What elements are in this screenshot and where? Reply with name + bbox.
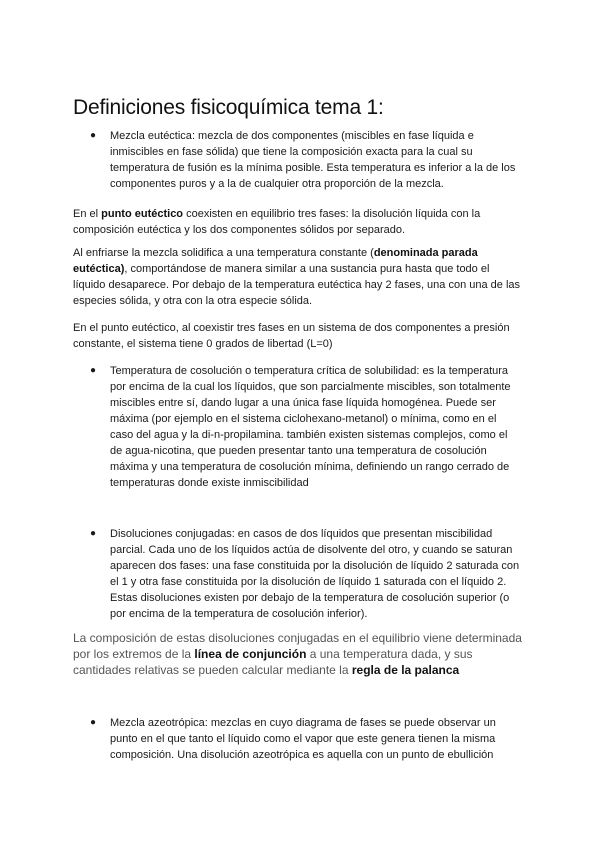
text-run: Al enfriarse la mezcla solidifica a una temperatura constante (	[73, 247, 374, 259]
bold-term: regla de la palanca	[351, 663, 460, 677]
text-run: , comportándose de manera similar a una sustancia pura hasta que todo el líquido desaparece. Por debajo de la temperatura eutéctica hay 2 fases, una con una de las especies sólida, y otra con la otra especie sólida.	[73, 263, 521, 307]
bullet-dot: ●	[90, 528, 97, 539]
bullet-dot: ●	[90, 130, 97, 141]
bold-term: denominada parada eutéctica)	[73, 247, 478, 275]
bullet-item-temperatura-cosolucion	[90, 363, 520, 491]
text-run: La composición de estas disoluciones conjugadas en el equilibrio viene determinada por los extremos de la	[73, 631, 522, 661]
paragraph-grados-libertad: En el punto eutéctico, al coexistir tres fases en un sistema de dos componentes a presión constante, el sistema tiene 0 grados de libertad (L=0)	[73, 322, 510, 350]
bullet-item-mezcla-eutectica	[90, 128, 520, 192]
bullet-text: Mezcla azeotrópica: mezclas en cuyo diagrama de fases se puede observar un punto en el que tanto el líquido como el vapor que este genera tienen la misma composición. Una disolución azeotrópica es aquella con un punto de ebullición	[110, 717, 496, 761]
paragraph-linea-conjuncion	[73, 630, 528, 678]
bullet-text: Temperatura de cosolución o temperatura crítica de solubilidad: es la temperatura por encima de la cual los líquidos, que son parcialmente miscibles, son totalmente miscibles entre sí, dando lugar a una única fase líquida homogénea. Puede ser máxima (por ejemplo en el sistema ciclohexano-metanol) o mínima, como en el caso del agua y la di-n-propilamina. también existen sistemas complejos, como el de agua-nicotina, que pueden presentar tanto una temperatura de cosolución máxima y una temperatura de cosolución mínima, definiendo un rango cerrado de temperaturas donde existe inmiscibilidad	[110, 365, 511, 489]
text-run: En el	[73, 208, 102, 220]
bullet-text: : mezcla de dos componentes (miscibles en fase líquida e inmiscibles en fase sólida) que tiene la composición exacta para la cual su temperatura de fusión es la mínima posible. Esta temperatura es inferior a la de los componentes puros y a la de cualquier otra proporción de la mezcla.	[110, 130, 516, 190]
bullet-item-disoluciones-conjugadas	[90, 526, 520, 622]
page-title: Definiciones fisicoquímica tema 1:	[73, 96, 384, 119]
bullet-text: Disoluciones conjugadas: en casos de dos líquidos que presentan miscibilidad parcial. Cada uno de los líquidos actúa de disolvente del otro, y cuando se saturan aparecen dos fases: una fase constituida por la disolución de líquido 2 saturada con el 1 y otra fase constituida por la disolución de líquido 1 saturada con el líquido 2. Estas disoluciones existen por debajo de la temperatura de cosolución superior (o por encima de la temperatura de cosolución inferior).	[110, 528, 520, 620]
bold-term: línea de conjunción	[194, 647, 307, 661]
paragraph-parada-eutectica	[73, 245, 523, 309]
bullet-term: Mezcla eutéctica	[110, 130, 192, 142]
bullet-dot: ●	[90, 717, 97, 728]
text-run: coexisten en equilibrio tres fases: la disolución líquida con la composición eutéctica y los dos componentes sólidos por separado.	[73, 208, 481, 236]
paragraph-punto-eutectico	[73, 206, 523, 238]
bullet-dot: ●	[90, 365, 97, 376]
bullet-item-mezcla-azeotropica	[90, 715, 520, 763]
bold-term: punto eutéctico	[101, 208, 184, 220]
text-run: a una temperatura dada, y sus cantidades relativas se pueden calcular mediante la	[73, 647, 473, 677]
